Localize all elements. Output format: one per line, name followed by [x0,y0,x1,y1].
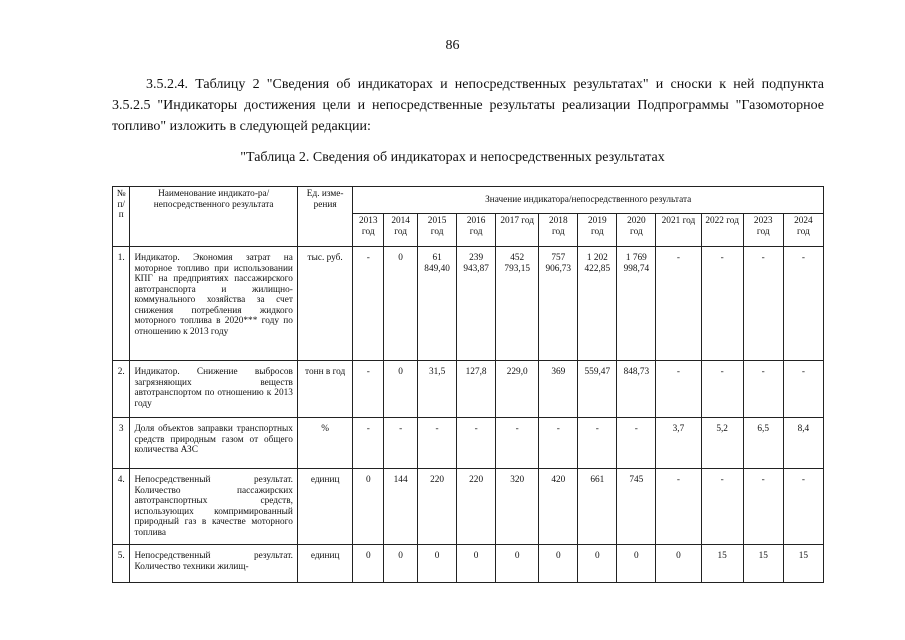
row-value: 3,7 [656,418,701,469]
row-value: 5,2 [701,418,743,469]
row-num: 4. [113,469,130,545]
table-row [113,247,824,361]
row-value: 452 793,15 [496,247,539,361]
row-value: 848,73 [617,361,656,418]
row-value: 320 [496,469,539,545]
row-value: - [701,247,743,361]
row-value: 745 [617,469,656,545]
row-value: 559,47 [578,361,617,418]
intro-line: 3.5.2.4. Таблицу 2 "Сведения об индикаторах и непосредственных результатах" и сноски к ней подпункта [146,77,824,92]
row-value: 369 [539,361,578,418]
row-value: - [418,418,457,469]
row-value: - [701,469,743,545]
row-value: 0 [384,247,418,361]
row-unit: единиц [297,469,352,545]
indicators-table [112,186,824,583]
row-value: - [743,469,783,545]
row-value: 8,4 [783,418,823,469]
row-value: 0 [457,545,496,583]
row-value: 239 943,87 [457,247,496,361]
table-row [113,361,824,418]
row-value: - [353,361,384,418]
header-name: Наименование индикато-ра/непосредственного результата [130,187,297,247]
row-value: 0 [539,545,578,583]
row-value: - [656,361,701,418]
row-value: 0 [617,545,656,583]
row-value: 31,5 [418,361,457,418]
header-year: 2024 год [783,214,823,247]
row-value: - [457,418,496,469]
row-num: 5. [113,545,130,583]
row-value: 144 [384,469,418,545]
header-year: 2017 год [496,214,539,247]
header-year: 2018 год [539,214,578,247]
row-value: 757 906,73 [539,247,578,361]
row-value: 15 [701,545,743,583]
row-value: 127,8 [457,361,496,418]
row-value: 6,5 [743,418,783,469]
row-unit: % [297,418,352,469]
row-value: - [353,247,384,361]
row-unit: единиц [297,545,352,583]
row-num: 1. [113,247,130,361]
row-value: 0 [656,545,701,583]
row-name: Индикатор. Снижение выбросов загрязняющих веществ автотранспортом по отношению к 2013 году [130,361,297,418]
header-year: 2015 год [418,214,457,247]
table-caption: "Таблица 2. Сведения об индикаторах и непосредственных результатах [240,150,665,165]
row-value: 0 [578,545,617,583]
row-value: - [353,418,384,469]
row-value: - [539,418,578,469]
row-value: 220 [457,469,496,545]
row-name: Индикатор. Экономия затрат на моторное топливо при использовании КПГ на предприятиях пассажирского автотранспорта и жилищно-коммунального хозяйства за счет снижения потребления жидкого моторного топлива в 2020*** году по отношению к 2013 году [130,247,297,361]
row-value: 0 [384,361,418,418]
row-value: - [496,418,539,469]
row-value: - [578,418,617,469]
header-values: Значение индикатора/непосредственного результата [353,187,824,214]
row-value: 0 [418,545,457,583]
row-value: - [743,247,783,361]
intro-paragraph [112,74,824,137]
row-value: 420 [539,469,578,545]
header-year: 2020 год [617,214,656,247]
row-value: 229,0 [496,361,539,418]
row-value: 0 [496,545,539,583]
row-value: - [701,361,743,418]
intro-line: топливо" изложить в следующей редакции: [112,119,371,134]
header-year: 2021 год [656,214,701,247]
row-name: Доля объектов заправки транспортных средств природным газом от общего количества АЗС [130,418,297,469]
row-num: 2. [113,361,130,418]
header-year: 2014 год [384,214,418,247]
row-value: 0 [353,545,384,583]
row-value: - [656,247,701,361]
intro-line: 3.5.2.5 "Индикаторы достижения цели и непосредственные результаты реализации Подпрограммы "Газомоторное [112,98,824,113]
header-year: 2013 год [353,214,384,247]
row-num: 3 [113,418,130,469]
row-unit: тонн в год [297,361,352,418]
row-value: - [783,469,823,545]
table-row [113,418,824,469]
row-unit: тыс. руб. [297,247,352,361]
header-year: 2023 год [743,214,783,247]
row-value: 15 [743,545,783,583]
row-value: - [783,247,823,361]
row-value: 15 [783,545,823,583]
header-year: 2022 год [701,214,743,247]
row-value: 0 [353,469,384,545]
row-name: Непосредственный результат. Количество техники жилищ- [130,545,297,583]
row-value: 1 769 998,74 [617,247,656,361]
row-value: 220 [418,469,457,545]
table-row [113,469,824,545]
table-body [113,247,824,583]
row-value: 661 [578,469,617,545]
row-value: 0 [384,545,418,583]
header-year: 2019 год [578,214,617,247]
row-value: - [617,418,656,469]
row-value: 1 202 422,85 [578,247,617,361]
page-number: 86 [445,38,460,53]
table-header-row [113,187,824,214]
row-value: - [743,361,783,418]
header-year: 2016 год [457,214,496,247]
row-name: Непосредственный результат. Количество пассажирских автотранспортных средств, использующих компримированный природный газ в качестве моторного топлива [130,469,297,545]
row-value: - [656,469,701,545]
row-value: 61 849,40 [418,247,457,361]
row-value: - [783,361,823,418]
table-row [113,545,824,583]
header-num: № п/п [113,187,130,247]
header-unit: Ед. изме-рения [297,187,352,247]
row-value: - [384,418,418,469]
